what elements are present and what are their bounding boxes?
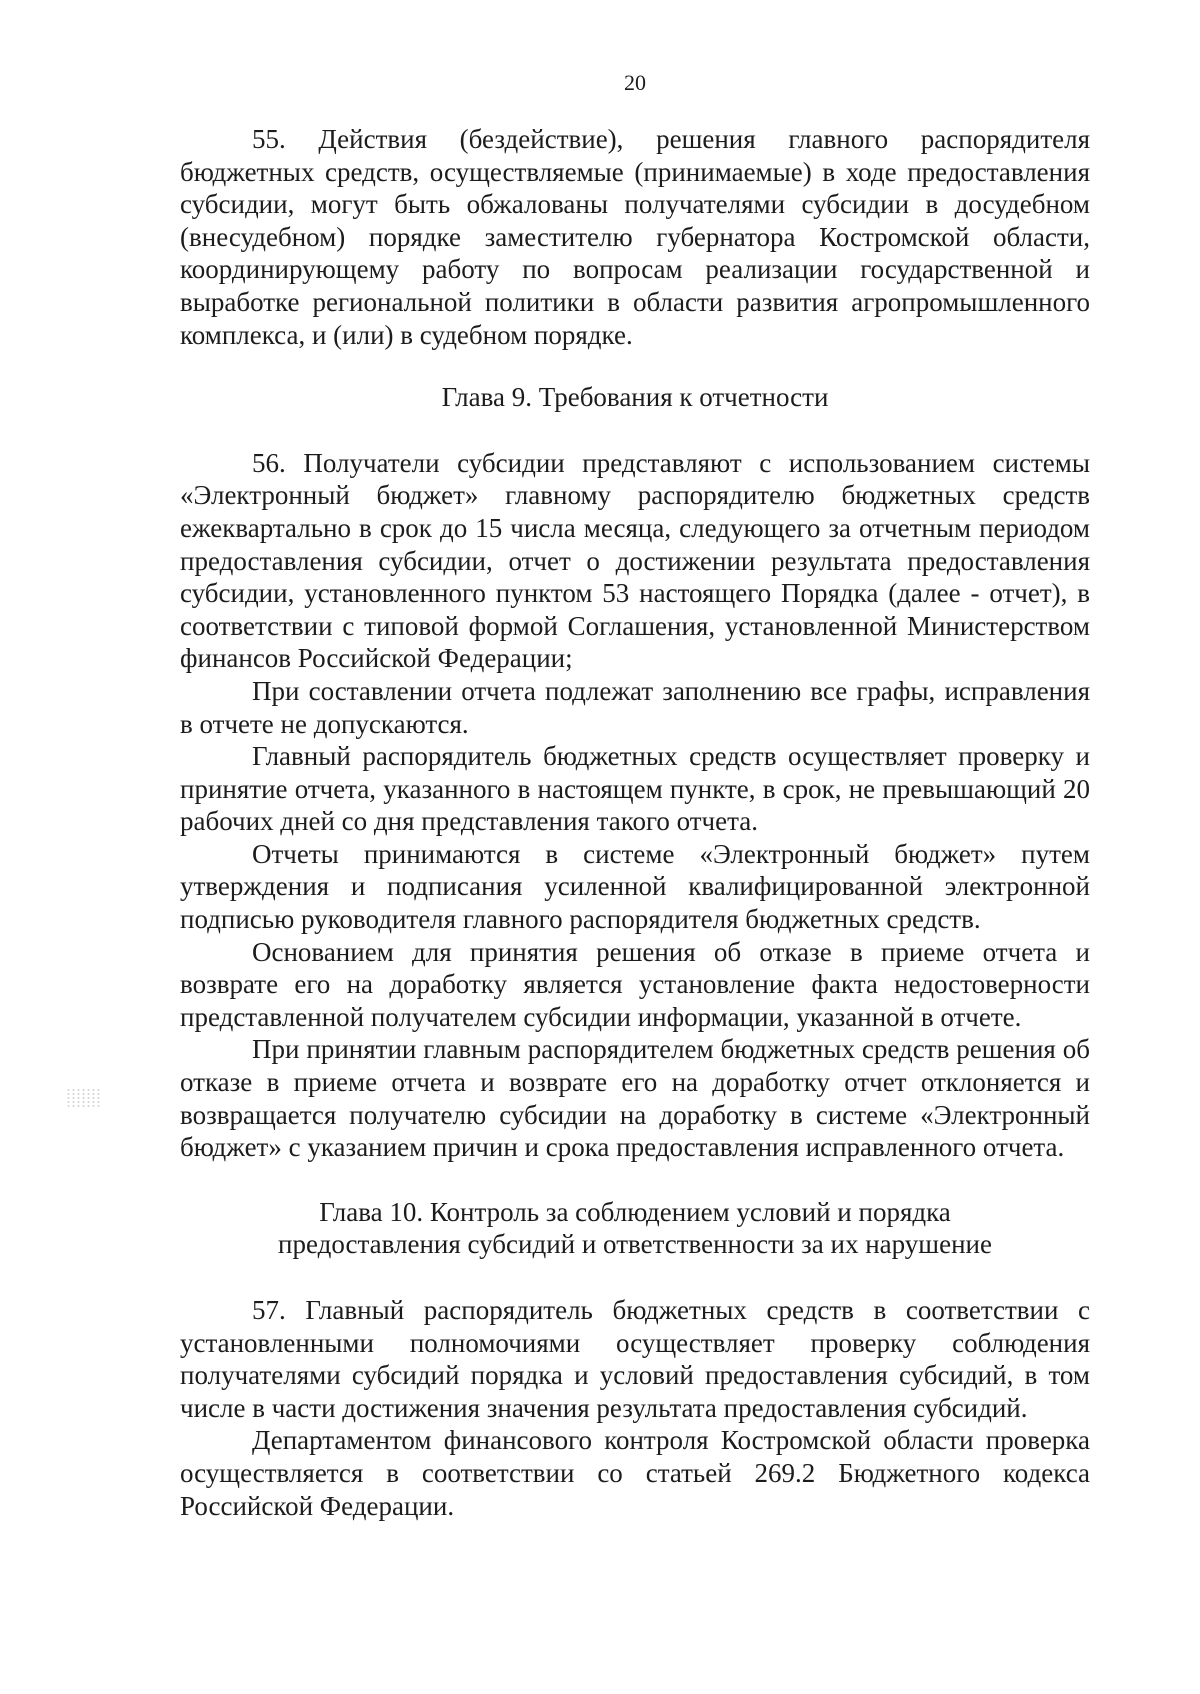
scan-artifact bbox=[66, 1088, 100, 1108]
chapter-10-heading-line1: Глава 10. Контроль за соблюдением условий и порядка bbox=[319, 1196, 951, 1227]
paragraph-56-filling: При составлении отчета подлежат заполнению все графы, исправления в отчете не допускаются. bbox=[180, 675, 1090, 739]
paragraph-57-department: Департаментом финансового контроля Костромской области проверка осуществляется в соответствии со статьей 269.2 Бюджетного кодекса Российской Федерации. bbox=[180, 1425, 1090, 1521]
paragraph-56-return: При принятии главным распорядителем бюджетных средств решения об отказе в приеме отчета и возврате его на доработку отчет отклоняется и возвращается получателю субсидии на доработку в системе «Электронный бюджет» с указанием причин и срока предоставления исправленного отчета. bbox=[180, 1034, 1090, 1163]
document-body bbox=[180, 123, 1090, 1522]
paragraph-56-verification: Главный распорядитель бюджетных средств осуществляет проверку и принятие отчета, указанного в настоящем пункте, в срок, не превышающий 20 рабочих дней со дня представления такого отчета. bbox=[180, 741, 1090, 837]
page-number: 20 bbox=[624, 70, 646, 95]
paragraph-57-control: 57. Главный распорядитель бюджетных средств в соответствии с установленными полномочиями осуществляет проверку соблюдения получателями субсидий порядка и условий предоставления субсидий, в том числе в части достижения значения результата предоставления субсидий. bbox=[180, 1295, 1090, 1423]
chapter-9-heading: Глава 9. Требования к отчетности bbox=[441, 382, 829, 413]
paragraph-56-refusal-grounds: Основанием для принятия решения об отказе в приеме отчета и возврате его на доработку является установление факта недостоверности представленной получателем субсидии информации, указанной в отчете. bbox=[180, 936, 1090, 1032]
paragraph-55: 55. Действия (бездействие), решения главного распорядителя бюджетных средств, осуществляемые (принимаемые) в ходе предоставления субсидии, могут быть обжалованы получателями субсидии в досудебном (внесудебном) порядке заместителю губернатора Костромской области, координирующему работу по вопросам реализации государственной и выработке региональной политики в области развития агропромышленного комплекса, и (или) в судебном порядке. bbox=[180, 124, 1090, 350]
chapter-10-heading bbox=[180, 1196, 1090, 1261]
paragraph-56-intro: 56. Получатели субсидии представляют с использованием системы «Электронный бюджет» главному распорядителю бюджетных средств ежеквартально в срок до 15 числа месяца, следующего за отчетным периодом предоставления субсидии, отчет о достижении результата предоставления субсидии, установленного пунктом 53 настоящего Порядка (далее - отчет), в соответствии с типовой формой Соглашения, установленной Министерством финансов Российской Федерации; bbox=[180, 447, 1090, 674]
chapter-10-heading-line2: предоставления субсидий и ответственности за их нарушение bbox=[278, 1229, 992, 1260]
paragraph-56-acceptance: Отчеты принимаются в системе «Электронный бюджет» путем утверждения и подписания усиленной квалифицированной электронной подписью руководителя главного распорядителя бюджетных средств. bbox=[180, 838, 1090, 935]
